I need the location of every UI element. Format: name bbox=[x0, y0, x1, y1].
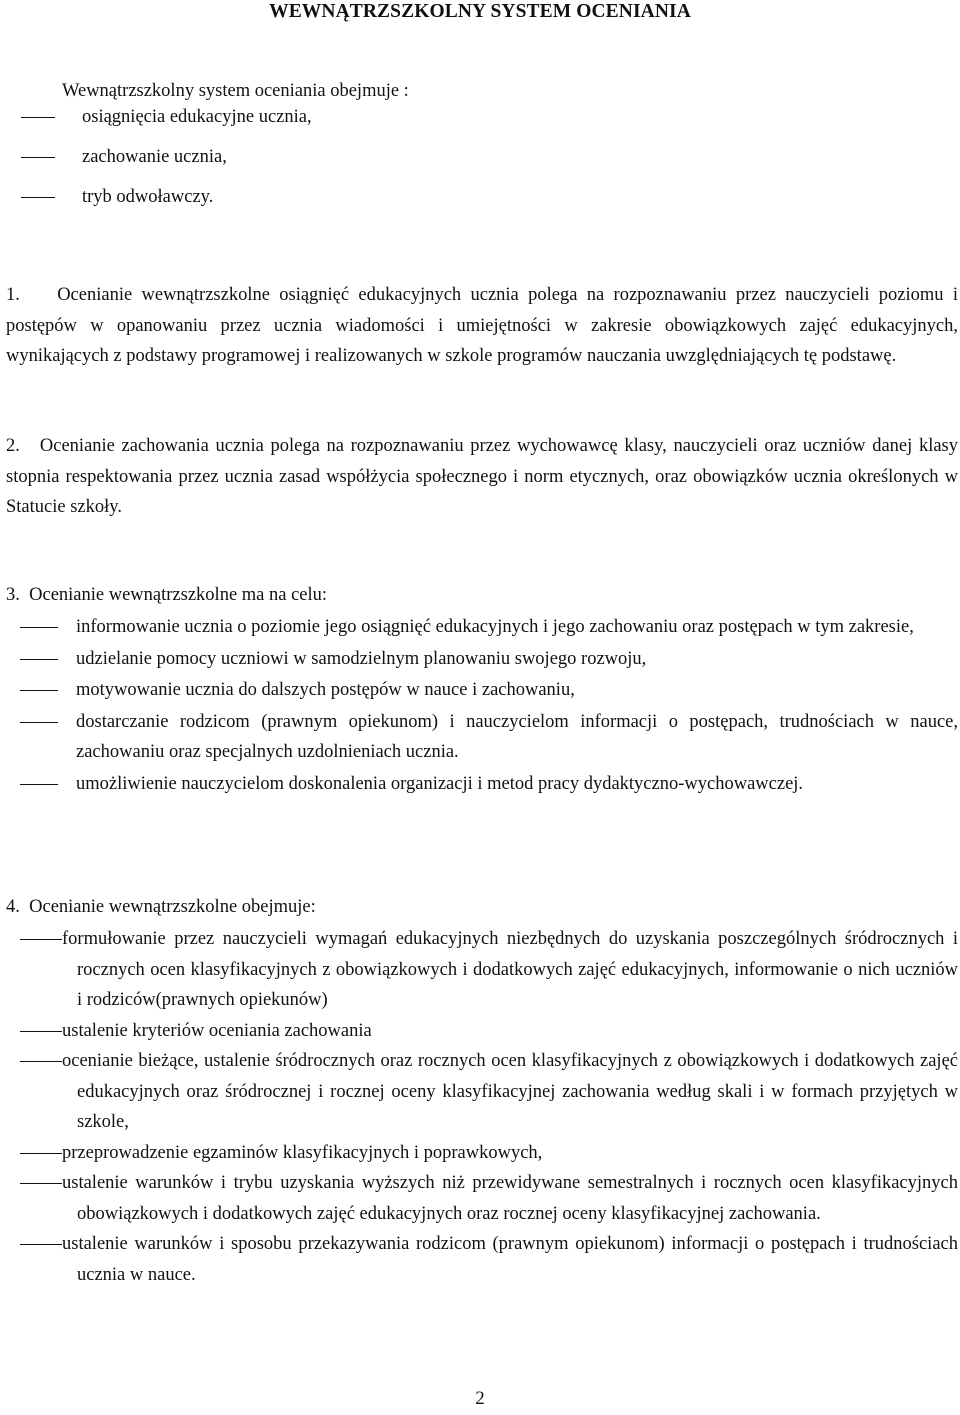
dash-bullet bbox=[20, 627, 58, 628]
dash-bullet bbox=[20, 659, 58, 660]
section-number: 1. bbox=[6, 285, 20, 305]
dash-bullet bbox=[21, 117, 55, 118]
dash-bullet bbox=[20, 690, 58, 691]
section-1 bbox=[6, 280, 958, 372]
intro-heading: Wewnątrzszkolny system oceniania obejmuje : bbox=[62, 81, 409, 101]
section-text: Ocenianie zachowania ucznia polega na rozpoznawaniu przez wychowawcę klasy, nauczycieli oraz uczniów danej klasy stopnia respektowania przez ucznia zasad współżycia społecznego i norm etycznych, oraz obowiązków ucznia określonych w Statucie szkoły. bbox=[6, 436, 958, 517]
list-item-text: ustalenie warunków i trybu uzyskania wyższych niż przewidywane semestralnych i rocznych ocen klasyfikacyjnych obowiązkowych i dodatkowych zajęć edukacyjnych oraz rocznej oceny klasyfikacyjnej zachowania. bbox=[62, 1173, 958, 1224]
intro-list bbox=[0, 102, 960, 222]
section-4-list bbox=[0, 924, 958, 1290]
list-item bbox=[0, 675, 958, 706]
section-3-heading bbox=[6, 580, 327, 611]
list-item-text: ustalenie kryteriów oceniania zachowania bbox=[62, 1020, 372, 1041]
page-number: 2 bbox=[475, 1388, 485, 1409]
list-item bbox=[0, 182, 960, 222]
list-item-text: przeprowadzenie egzaminów klasyfikacyjnych i poprawkowych, bbox=[62, 1142, 543, 1163]
dash-bullet bbox=[21, 157, 55, 158]
section-number: 2. bbox=[6, 436, 20, 456]
section-heading: Ocenianie wewnątrzszkolne obejmuje: bbox=[29, 897, 316, 917]
list-item bbox=[0, 102, 960, 142]
list-item-text: ustalenie warunków i sposobu przekazywania rodzicom (prawnym opiekunom) informacji o postępach i trudnościach ucznia w nauce. bbox=[62, 1234, 958, 1285]
list-item bbox=[0, 644, 958, 675]
list-item-text: dostarczanie rodzicom (prawnym opiekunom) i nauczycielom informacji o postępach, trudnościach w nauce, zachowaniu oraz specjalnych uzdolnieniach ucznia. bbox=[76, 711, 958, 762]
list-item bbox=[0, 142, 960, 182]
section-text: Ocenianie wewnątrzszkolne osiągnięć edukacyjnych ucznia polega na rozpoznawaniu przez nauczycieli poziomu i postępów w opanowaniu przez ucznia wiadomości i umiejętności w zakresie obowiązkowych zajęć edukacyjnych, wynikających z podstawy programowej i realizowanych w szkole programów nauczania uwzględniających tę podstawę. bbox=[6, 285, 958, 366]
list-item-text: osiągnięcia edukacyjne ucznia, bbox=[82, 107, 312, 127]
list-item-text: udzielanie pomocy uczniowi w samodzielnym planowaniu swojego rozwoju, bbox=[76, 648, 647, 669]
dash-bullet bbox=[20, 1244, 62, 1245]
list-item bbox=[0, 1229, 958, 1290]
list-item-text: umożliwienie nauczycielom doskonalenia organizacji i metod pracy dydaktyczno-wychowawczej. bbox=[76, 773, 804, 794]
dash-bullet bbox=[20, 1153, 62, 1154]
dash-bullet bbox=[20, 722, 58, 723]
list-item bbox=[0, 1016, 958, 1047]
dash-bullet bbox=[20, 939, 62, 940]
section-3-list bbox=[0, 612, 958, 800]
section-number: 4. bbox=[6, 897, 20, 917]
dash-bullet bbox=[20, 1031, 62, 1032]
list-item bbox=[0, 1046, 958, 1138]
page-title: WEWNĄTRZSZKOLNY SYSTEM OCENIANIA bbox=[269, 1, 691, 22]
list-item bbox=[0, 1138, 958, 1169]
dash-bullet bbox=[20, 1183, 62, 1184]
list-item-text: informowanie ucznia o poziomie jego osiągnięć edukacyjnych i jego zachowaniu oraz postępach w tym zakresie, bbox=[76, 617, 914, 637]
section-number: 3. bbox=[6, 585, 20, 605]
list-item bbox=[0, 707, 958, 768]
list-item-text: motywowanie ucznia do dalszych postępów w nauce i zachowaniu, bbox=[76, 680, 575, 700]
dash-bullet bbox=[20, 784, 58, 785]
list-item bbox=[0, 769, 958, 800]
list-item bbox=[0, 612, 958, 643]
list-item-text: zachowanie ucznia, bbox=[82, 147, 227, 167]
list-item-text: formułowanie przez nauczycieli wymagań edukacyjnych niezbędnych do uzyskania poszczególnych śródrocznych i rocznych ocen klasyfikacyjnych z obowiązkowych i dodatkowych zajęć edukacyjnych, informowanie o nich uczniów i rodziców(prawnych opiekunów) bbox=[62, 929, 958, 1010]
section-2 bbox=[6, 431, 958, 523]
list-item bbox=[0, 1168, 958, 1229]
list-item-text: tryb odwoławczy. bbox=[82, 187, 214, 207]
section-4-heading bbox=[6, 892, 316, 923]
section-heading: Ocenianie wewnątrzszkolne ma na celu: bbox=[29, 585, 328, 605]
dash-bullet bbox=[21, 197, 55, 198]
dash-bullet bbox=[20, 1061, 62, 1062]
list-item bbox=[0, 924, 958, 1016]
list-item-text: ocenianie bieżące, ustalenie śródrocznych oraz rocznych ocen klasyfikacyjnych z obowiązkowych i dodatkowych zajęć edukacyjnych oraz śródrocznej i rocznej oceny klasyfikacyjnej zachowania według skali i w formach przyjętych w szkole, bbox=[62, 1051, 958, 1132]
